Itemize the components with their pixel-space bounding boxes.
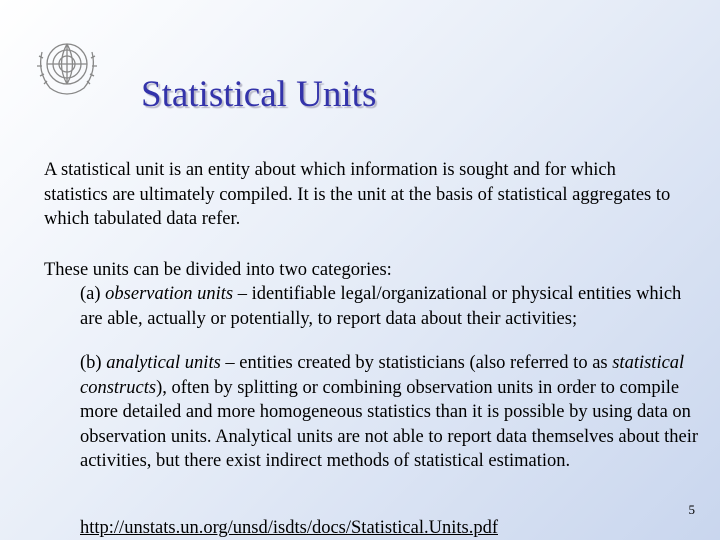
source-link[interactable]: http://unstats.un.org/unsd/isdts/docs/Statistical.Units.pdf (80, 518, 498, 538)
analytical-units-term: analytical units (106, 353, 221, 373)
observation-units-term: observation units (105, 284, 234, 304)
observation-units-item (80, 282, 700, 331)
definition-paragraph: A statistical unit is an entity about which information is sought and for which statistics are ultimately compiled. It is the unit at the basis of statistical aggregates to which tabulated data refer. (44, 160, 671, 229)
item-a-prefix: (a) (80, 284, 106, 304)
item-b-text2: ), often by splitting or combining observation units in order to compile more detailed and more homogeneous statistics than it is possible by using data on observation units. Analytical units are not able to report data themselves about their activities, but there exist indirect methods of statistical estimation. (80, 377, 699, 471)
item-b-prefix: (b) (80, 353, 107, 373)
un-logo-icon (34, 34, 100, 100)
categories-intro: These units can be divided into two categories: (44, 260, 392, 280)
slide-title: Statistical Units (141, 74, 377, 115)
item-a-text: – identifiable legal/organizational or physical entities which are able, actually or potentially, to report data about their activities; (80, 284, 682, 329)
item-b-text1: – entities created by statisticians (also referred to as (220, 353, 613, 373)
statistical-constructs-term: statistical constructs (80, 353, 685, 398)
analytical-units-item (80, 351, 700, 474)
page-number: 5 (688, 502, 695, 517)
